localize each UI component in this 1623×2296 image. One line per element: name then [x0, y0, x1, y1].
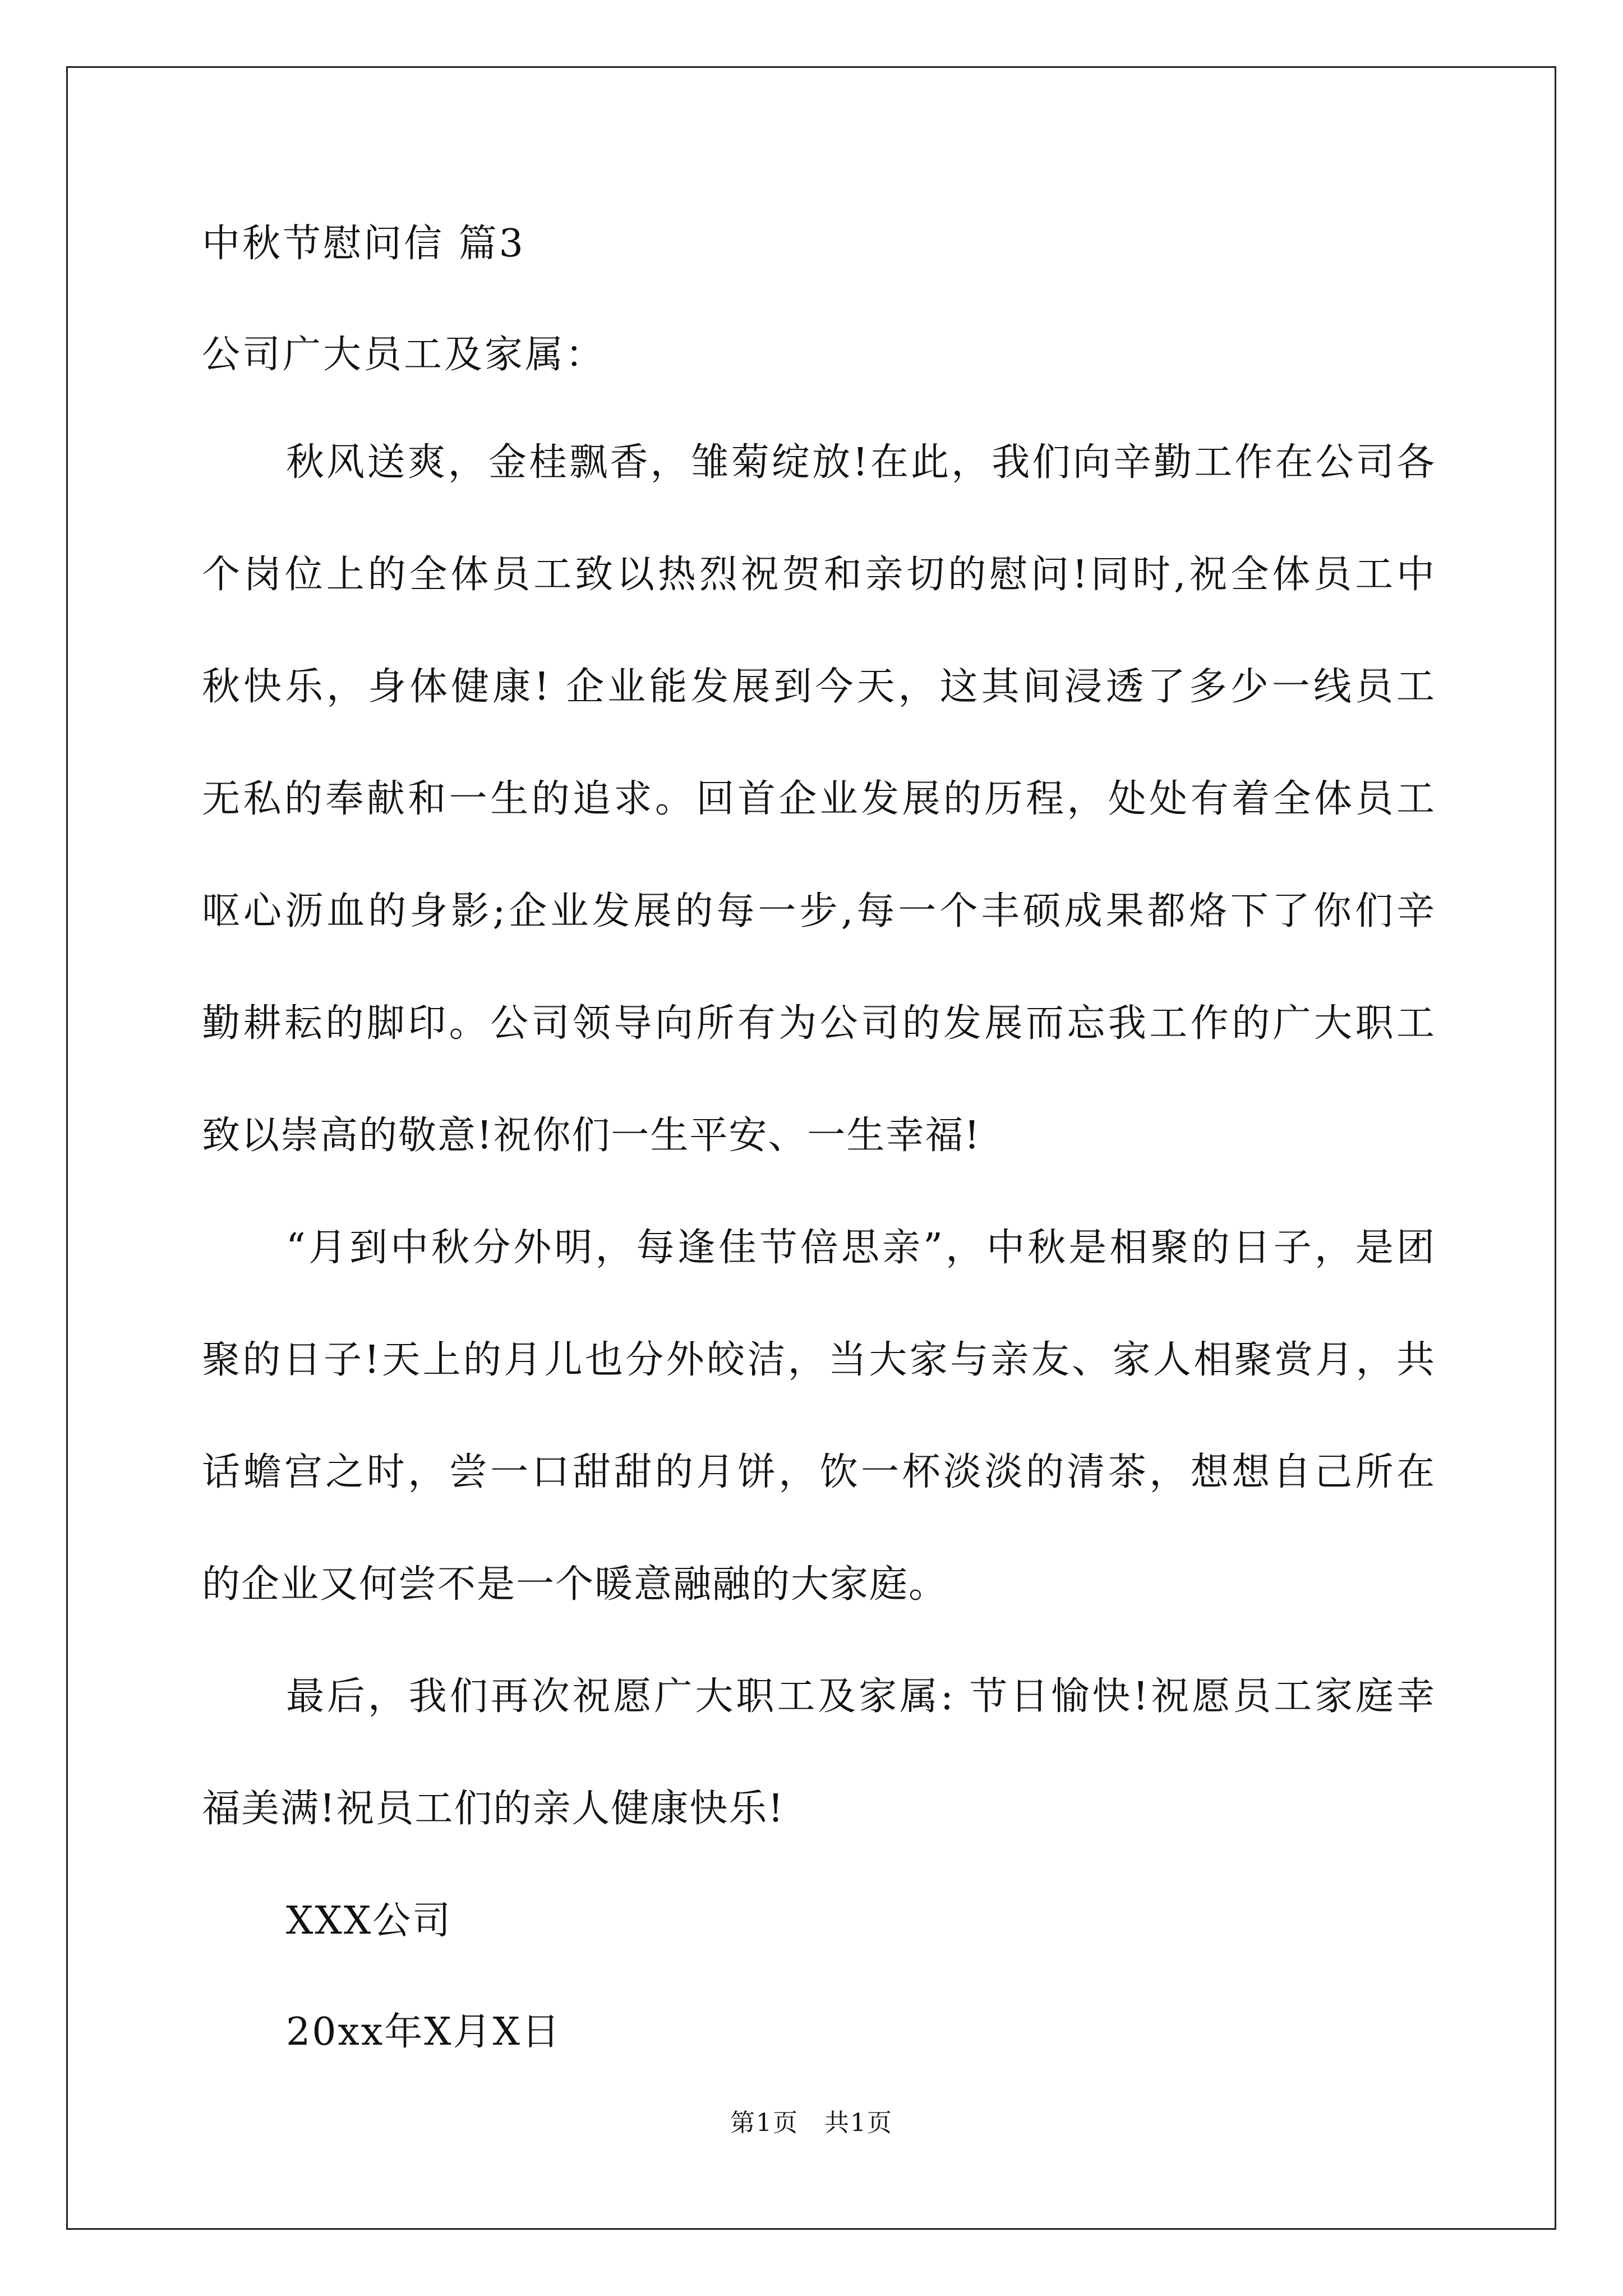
salutation: 公司广大员工及家属： — [202, 333, 606, 377]
paragraph-line: 福美满!祝员工们的亲人健康快乐! — [202, 1787, 785, 1831]
letter-date: 20xx年X月X日 — [286, 2010, 562, 2054]
paragraph-line: 个岗位上的全体员工致以热烈祝贺和亲切的慰问!同时,祝全体员工中 — [202, 553, 1436, 597]
paragraph-line: 的企业又何尝不是一个暖意融融的大家庭。 — [202, 1562, 948, 1607]
paragraph-line: 秋风送爽，金桂飘香，雏菊绽放!在此，我们向辛勤工作在公司各 — [286, 440, 1436, 485]
signature: XXX公司 — [286, 1899, 453, 1943]
paragraph-line: “月到中秋分外明，每逢佳节倍思亲”，中秋是相聚的日子，是团 — [286, 1226, 1436, 1270]
paragraph-line: 勤耕耘的脚印。公司领导向所有为公司的发展而忘我工作的广大职工 — [202, 1001, 1436, 1046]
paragraph-line: 聚的日子!天上的月儿也分外皎洁，当大家与亲友、家人相聚赏月，共 — [202, 1338, 1436, 1382]
paragraph-line: 致以崇高的敬意!祝你们一生平安、一生幸福! — [202, 1114, 981, 1158]
paragraph-line: 秋快乐，身体健康! 企业能发展到今天，这其间浸透了多少一线员工 — [202, 665, 1436, 709]
paragraph-2 — [202, 1223, 1436, 1610]
document-title: 中秋节慰问信 篇3 — [202, 222, 525, 266]
letter-body — [202, 219, 1436, 2118]
paragraph-line: 无私的奉献和一生的追求。回首企业发展的历程，处处有着全体员工 — [202, 777, 1436, 821]
paragraph-3 — [202, 1672, 1436, 1834]
page-footer: 第1页 共1页 — [730, 2109, 893, 2137]
paragraph-line: 呕心沥血的身影;企业发展的每一步,每一个丰硕成果都烙下了你们辛 — [202, 889, 1436, 933]
paragraph-line: 最后，我们再次祝愿广大职工及家属: 节日愉快!祝愿员工家庭幸 — [286, 1674, 1436, 1719]
paragraph-line: 话蟾宫之时，尝一口甜甜的月饼，饮一杯淡淡的清茶，想想自己所在 — [202, 1450, 1436, 1494]
paragraph-1 — [202, 438, 1436, 1161]
